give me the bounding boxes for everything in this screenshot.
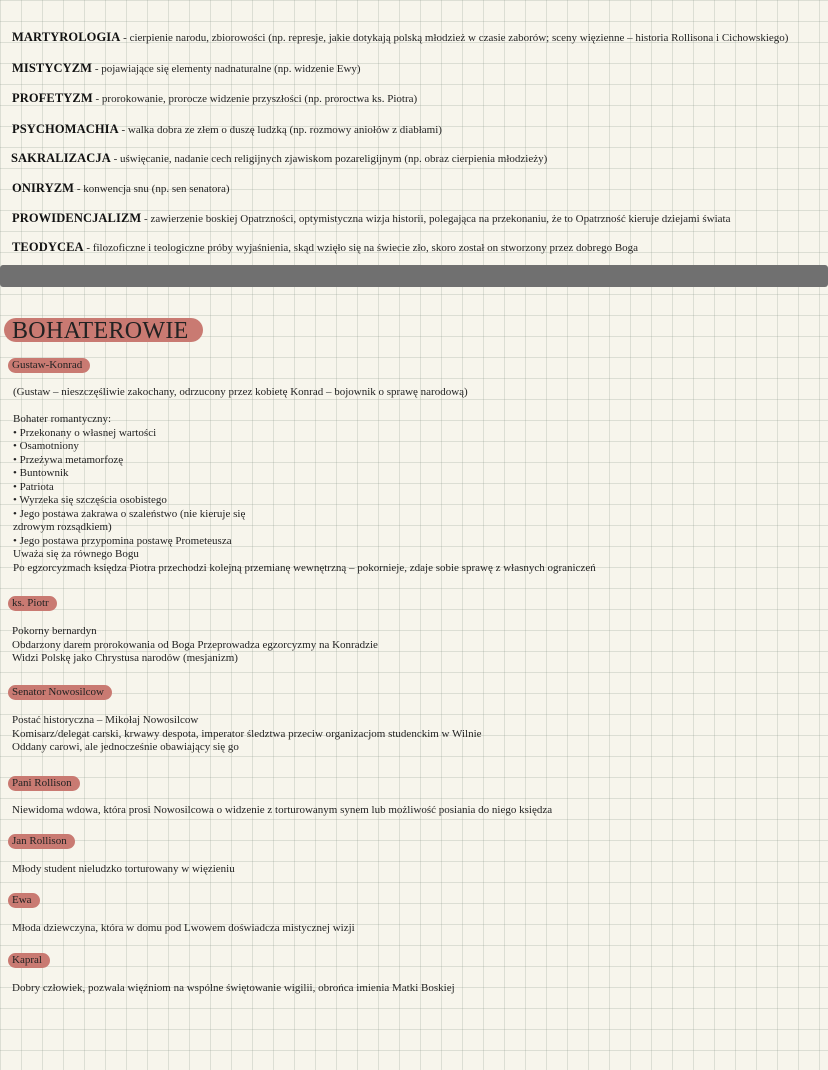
character-label: Gustaw-Konrad: [8, 358, 90, 373]
term-row: [12, 61, 824, 76]
term-name: PROFETYZM: [12, 91, 93, 105]
description-line: • Wyrzeka się szczęścia osobistego: [13, 494, 167, 506]
description-line: Niewidoma wdowa, która prosi Nowosilcowa o widzenie z torturowanym synem lub możliwość posiania do niego księdza: [12, 804, 553, 816]
character-label: ks. Piotr: [8, 596, 57, 611]
term-definition: - filozoficzne i teologiczne próby wyjaśnienia, skąd wzięło się na świecie zło, skoro został on stworzony przez dobrego Boga: [83, 242, 639, 254]
term-row: [11, 151, 824, 166]
term-row: [12, 181, 824, 196]
character-label: Ewa: [8, 893, 40, 908]
term-name: PROWIDENCJALIZM: [12, 211, 142, 225]
term-name: TEODYCEA: [12, 240, 84, 254]
character-description: [12, 804, 824, 818]
description-line: Komisarz/delegat carski, krwawy despota, imperator śledztwa przeciw organizacjom studenckim w Wilnie: [12, 727, 482, 740]
character-description: [12, 922, 824, 936]
description-line: Widzi Polskę jako Chrystusa narodów (mesjanizm): [12, 652, 238, 664]
character-description: [12, 982, 824, 996]
description-line: zdrowym rozsądkiem): [13, 521, 112, 533]
term-definition: - uświęcanie, nadanie cech religijnych zjawiskom pozareligijnym (np. obraz cierpienia młodzieży): [110, 153, 548, 165]
term-definition: - prorokowanie, prorocze widzenie przyszłości (np. proroctwa ks. Piotra): [92, 93, 418, 105]
character-description: [12, 863, 824, 877]
character-description: [12, 625, 824, 666]
section-divider: [0, 265, 828, 287]
description-line: Obdarzony darem prorokowania od Boga Przeprowadza egzorcyzmy na Konradzie: [12, 638, 378, 651]
character-description: [13, 386, 824, 575]
description-line: • Osamotniony: [13, 440, 79, 452]
term-definition: - zawierzenie boskiej Opatrzności, optymistyczna wizja historii, polegająca na przekonaniu, że to Opatrzność kieruje dziejami świata: [141, 213, 731, 225]
description-line: Po egzorcyzmach księdza Piotra przechodzi kolejną przemianę wewnętrzną – pokornieje, zdaje sobie sprawę z własnych ograniczeń: [13, 561, 596, 574]
term-row: [12, 211, 824, 226]
section-title: BOHATEROWIE: [4, 318, 203, 342]
term-name: SAKRALIZACJA: [11, 151, 111, 165]
description-line: Pokorny bernardyn: [12, 625, 97, 637]
character-label: Jan Rollison: [8, 834, 75, 849]
term-definition: - konwencja snu (np. sen senatora): [74, 183, 230, 195]
term-row: [12, 30, 824, 45]
description-line: • Jego postawa przypomina postawę Prometeusza: [13, 534, 232, 547]
term-name: ONIRYZM: [12, 181, 75, 195]
description-line: • Patriota: [13, 480, 54, 493]
term-definition: - pojawiające się elementy nadnaturalne (np. widzenie Ewy): [92, 63, 361, 75]
term-row: [12, 240, 824, 255]
description-line: (Gustaw – nieszczęśliwie zakochany, odrzucony przez kobietę Konrad – bojownik o sprawę narodową): [13, 386, 468, 398]
description-line: Młoda dziewczyna, która w domu pod Lwowem doświadcza mistycznej wizji: [12, 922, 355, 934]
term-definition: - walka dobra ze złem o duszę ludzką (np. rozmowy aniołów z diabłami): [118, 124, 442, 136]
description-line: • Buntownik: [13, 467, 69, 479]
description-line: [13, 400, 824, 414]
term-row: [12, 91, 824, 106]
term-name: MISTYCYZM: [12, 61, 93, 75]
description-line: Oddany carowi, ale jednocześnie obawiający się go: [12, 741, 239, 753]
term-name: PSYCHOMACHIA: [12, 122, 119, 136]
description-line: Młody student nieludzko torturowany w więzieniu: [12, 863, 235, 875]
description-line: • Przeżywa metamorfozę: [13, 453, 124, 466]
description-line: Bohater romantyczny:: [13, 413, 112, 425]
character-description: [12, 714, 824, 755]
character-label: Senator Nowosilcow: [8, 685, 112, 700]
description-line: • Przekonany o własnej wartości: [13, 426, 157, 439]
term-name: MARTYROLOGIA: [12, 30, 121, 44]
term-row: [12, 122, 824, 137]
character-label: Kapral: [8, 953, 50, 968]
description-line: • Jego postawa zakrawa o szaleństwo (nie kieruje się: [13, 507, 246, 520]
description-line: Postać historyczna – Mikołaj Nowosilcow: [12, 714, 199, 726]
term-definition: - cierpienie narodu, zbiorowości (np. represje, jakie dotykają polską młodzież w czasie zaborów; sceny więzienne – historia Rollisona i Cichowskiego): [120, 32, 789, 44]
description-line: Dobry człowiek, pozwala więźniom na wspólne świętowanie wigilii, obrońca imienia Matki Boskiej: [12, 982, 455, 994]
description-line: Uważa się za równego Bogu: [13, 548, 139, 560]
character-label: Pani Rollison: [8, 776, 80, 791]
